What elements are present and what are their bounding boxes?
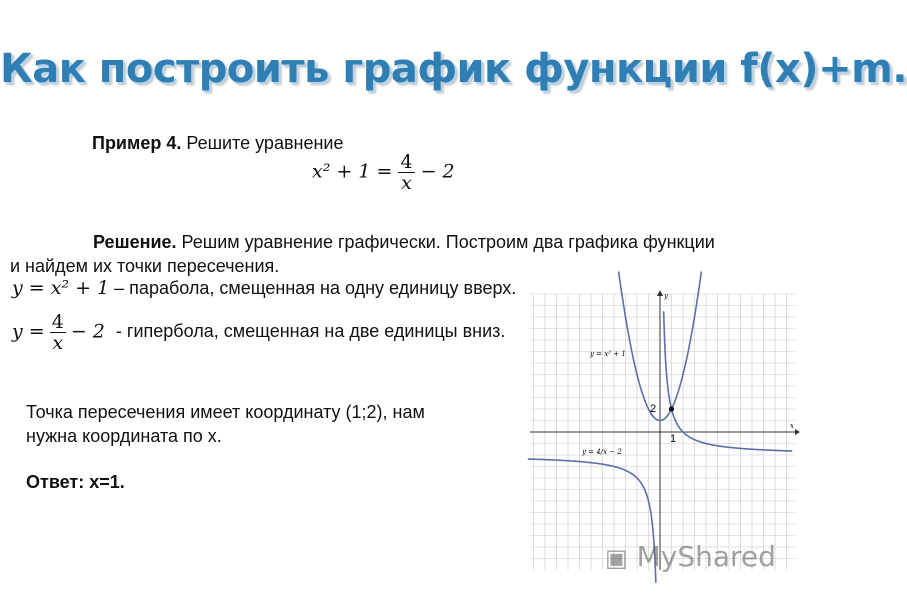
equation bbox=[312, 152, 455, 193]
hyperbola-fraction bbox=[50, 312, 66, 353]
parabola-label: y = x² + 1 bbox=[590, 350, 626, 358]
parabola-formula: y = x² + 1 bbox=[12, 277, 110, 299]
axis-x-label: x bbox=[790, 422, 794, 430]
watermark-text: MyShared bbox=[636, 540, 776, 573]
watermark-logo-icon: ▣ bbox=[605, 544, 628, 572]
solution-text-2: и найдем их точки пересечения. bbox=[10, 256, 280, 276]
label-1: 1 bbox=[670, 433, 677, 445]
equation-tail: − 2 bbox=[420, 160, 455, 183]
equation-fraction bbox=[398, 152, 414, 193]
label-2: 2 bbox=[650, 403, 657, 415]
answer: Ответ: х=1. bbox=[26, 472, 125, 492]
function-graph bbox=[530, 290, 800, 570]
solution-line-1 bbox=[93, 230, 715, 254]
example-text: Решите уравнение bbox=[186, 133, 344, 153]
equation-denominator: x bbox=[401, 172, 412, 194]
equation-lhs: x² + 1 = bbox=[312, 160, 393, 183]
hyperbola-denominator: x bbox=[52, 332, 64, 354]
hyperbola-numerator: 4 bbox=[51, 311, 64, 333]
example-line bbox=[92, 131, 343, 155]
solution-text-1: Решим уравнение графически. Построим два графика функции bbox=[181, 232, 715, 252]
hyperbola-y: y = bbox=[12, 320, 45, 343]
y-axis-arrow-icon bbox=[657, 290, 663, 296]
axis-y-label: y bbox=[664, 292, 668, 300]
hyperbola-tail: − 2 bbox=[70, 320, 105, 343]
equation-numerator: 4 bbox=[400, 151, 413, 173]
parabola-line bbox=[12, 276, 516, 300]
example-label: Пример 4. bbox=[92, 133, 182, 153]
hyperbola-desc: - гипербола, смещенная на две единицы вниз. bbox=[115, 321, 506, 342]
hyperbola-label: y = 4/x − 2 bbox=[582, 448, 622, 456]
x-axis-arrow-icon bbox=[795, 429, 800, 435]
intersection-text-2: нужна координата по х. bbox=[26, 426, 222, 446]
intersection-point bbox=[669, 406, 674, 411]
slide-title: Как построить график функции f(x)+m. bbox=[0, 46, 907, 92]
hyperbola-line bbox=[12, 312, 505, 353]
watermark bbox=[605, 540, 776, 573]
parabola-desc: – парабола, смещенная на одну единицу вверх. bbox=[114, 278, 517, 298]
solution-label: Решение. bbox=[93, 232, 177, 252]
intersection-text-1: Точка пересечения имеет координату (1;2), нам bbox=[26, 402, 425, 422]
